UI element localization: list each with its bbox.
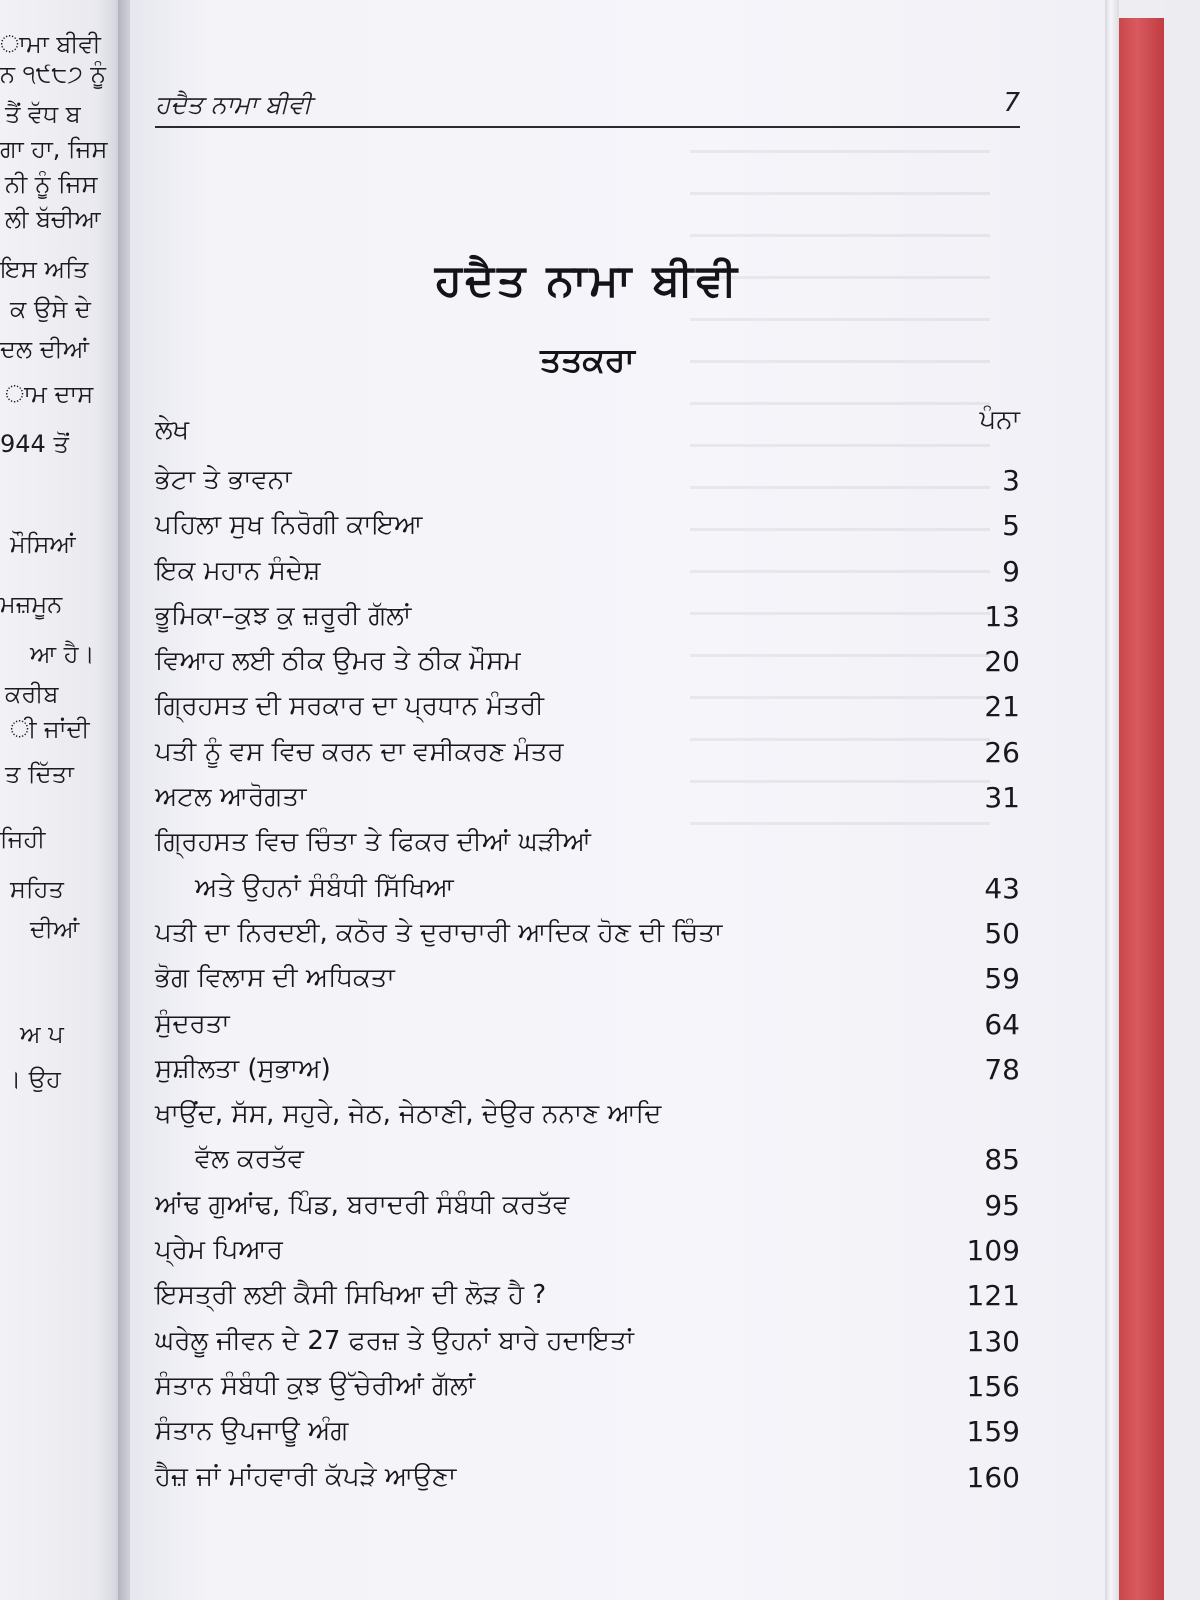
- page-edge: [1105, 0, 1119, 1600]
- page-number: 7: [1003, 88, 1020, 118]
- toc-entry: [155, 1002, 1020, 1047]
- toc-entry-page-number: 95: [984, 1188, 1020, 1222]
- toc-entry: [155, 1455, 1020, 1500]
- toc-entry: [155, 1319, 1020, 1364]
- toc-entry-page-number: 13: [984, 599, 1020, 633]
- left-page-text-fragment: ਮੌਸਿਆਂ: [10, 530, 76, 558]
- left-page-text-fragment: । ਉਹ: [5, 1065, 61, 1093]
- toc-entry: [155, 1092, 1020, 1183]
- toc-entry-page-number: 3: [1002, 464, 1020, 497]
- left-page-text-fragment: ਅ ਪ: [20, 1020, 64, 1048]
- toc-entry-page-number: 109: [966, 1234, 1020, 1268]
- left-page-text-fragment: ਗਾ ਹਾ, ਜਿਸ: [0, 135, 108, 163]
- left-page-text-fragment: ਦਲ ਦੀਆਂ: [0, 335, 90, 363]
- left-page-text-fragment: ਜਿਹੀ: [0, 825, 46, 853]
- left-page-text-fragment: ਤ ਦਿੱਤਾ: [5, 760, 74, 788]
- toc-entry-page-number: 59: [984, 962, 1020, 996]
- book-title: ਹਦੈਤ ਨਾਮਾ ਬੀਵੀ: [434, 255, 741, 306]
- left-page-text-fragment: 944 ਤੋਂ: [0, 430, 69, 458]
- left-page-text-fragment: ੀ ਜਾਂਦੀ: [10, 715, 90, 743]
- toc-entry-title: ਘਰੇਲੂ ਜੀਵਨ ਦੇ 27 ਫਰਜ਼ ਤੇ ਉਹਨਾਂ ਬਾਰੇ ਹਦਾਇਤਾਂ: [155, 1325, 634, 1356]
- left-page-text-fragment: ਨ ੧੯੮੭ ਨੂੰ: [0, 60, 106, 88]
- left-page-text-fragment: ਾਮਾ ਬੀਵੀ: [0, 30, 101, 58]
- toc-entry: [155, 503, 1020, 548]
- toc-entry: [155, 549, 1020, 594]
- toc-entry: [155, 1047, 1020, 1092]
- toc-entry-page-number: 5: [1002, 509, 1020, 543]
- toc-entry: [155, 684, 1020, 729]
- toc-entry-title: ਵਿਆਹ ਲਈ ਠੀਕ ਉਮਰ ਤੇ ਠੀਕ ਮੌਸਮ: [155, 646, 521, 677]
- toc-entry: [155, 639, 1020, 684]
- toc-entry-page-number: 156: [966, 1369, 1020, 1403]
- toc-entry-title: ਪਹਿਲਾ ਸੁਖ ਨਿਰੋਗੀ ਕਾਇਆ: [155, 510, 423, 541]
- toc-entry-title: ਪਤੀ ਨੂੰ ਵਸ ਵਿਚ ਕਰਨ ਦਾ ਵਸੀਕਰਣ ਮੰਤਰ: [155, 736, 564, 767]
- toc-entry-page-number: 159: [966, 1415, 1020, 1449]
- toc-entry-title: ਇਸਤ੍ਰੀ ਲਈ ਕੈਸੀ ਸਿਖਿਆ ਦੀ ਲੋੜ ਹੈ ?: [155, 1280, 547, 1311]
- toc-entry-title: ਭੇਟਾ ਤੇ ਭਾਵਨਾ: [155, 465, 292, 495]
- toc-entry-page-number: 50: [984, 916, 1020, 950]
- toc-entry-title: ਸੰਤਾਨ ਉਪਜਾਊ ਅੰਗ: [155, 1416, 349, 1447]
- toc-entry-title: ਅਟਲ ਆਰੋਗਤਾ: [155, 782, 307, 813]
- toc-entry: [155, 1364, 1020, 1409]
- left-page-text-fragment: ਨੀ ਨੂੰ ਜਿਸ: [5, 170, 98, 198]
- toc-entry-page-number: 85: [984, 1143, 1020, 1177]
- toc-heading: ਤਤਕਰਾ: [540, 340, 635, 379]
- column-header-article: ਲੇਖ: [155, 415, 190, 445]
- running-title: ਹਦੈਤ ਨਾਮਾ ਬੀਵੀ: [155, 90, 312, 119]
- toc-entry-page-number: 160: [966, 1460, 1020, 1494]
- toc-entry-page-number: 64: [984, 1007, 1020, 1041]
- toc-entry: [155, 1273, 1020, 1318]
- left-page-text-fragment: ਦੀਆਂ: [30, 915, 80, 943]
- toc-entry: [155, 956, 1020, 1001]
- toc-entry: [155, 1409, 1020, 1454]
- toc-entry-title: ਭੂਮਿਕਾ–ਕੁਝ ਕੁ ਜ਼ਰੂਰੀ ਗੱਲਾਂ: [155, 600, 412, 631]
- running-head: [155, 88, 1020, 128]
- left-page-text-fragment: ਇਸ ਅਤਿ: [0, 255, 89, 283]
- toc-entry-title: ਖਾਉਂਦ, ਸੱਸ, ਸਹੁਰੇ, ਜੇਠ, ਜੇਠਾਣੀ, ਦੇਉਰ ਨਨਾਣ ਆਦਿ: [155, 1099, 662, 1130]
- toc-entry-title: ਆਂਢ ਗੁਆਂਢ, ਪਿੰਡ, ਬਰਾਦਰੀ ਸੰਬੰਧੀ ਕਰਤੱਵ: [155, 1189, 570, 1220]
- toc-list: [155, 458, 1020, 1500]
- toc-entry-title: ਸੁਸ਼ੀਲਤਾ (ਸੁਭਾਅ): [155, 1053, 331, 1084]
- left-page-text-fragment: ਤੈਂ ਵੱਧ ਬ: [5, 100, 81, 128]
- toc-entry-page-number: 21: [984, 690, 1020, 724]
- column-header-page: ਪੰਨਾ: [979, 405, 1020, 435]
- left-page-text-fragment: ਆ ਹੈ।: [30, 640, 95, 668]
- toc-entry-title: ਗ੍ਰਿਹਸਤ ਵਿਚ ਚਿੰਤਾ ਤੇ ਫਿਕਰ ਦੀਆਂ ਘੜੀਆਂ: [155, 827, 592, 858]
- toc-entry-page-number: 31: [984, 781, 1020, 815]
- toc-entry: [155, 775, 1020, 820]
- left-page: [0, 0, 125, 1600]
- toc-entry: [155, 458, 1020, 503]
- toc-entry-page-number: 20: [984, 645, 1020, 679]
- toc-entry: [155, 820, 1020, 911]
- toc-entry-page-number: 9: [1002, 554, 1020, 588]
- toc-entry-title-continued: ਅਤੇ ਉਹਨਾਂ ਸੰਬੰਧੀ ਸਿੱਖਿਆ: [195, 872, 454, 903]
- red-cover-edge: [1119, 18, 1164, 1600]
- toc-entry: [155, 1228, 1020, 1273]
- toc-entry-title: ਸੁੰਦਰਤਾ: [155, 1008, 230, 1039]
- left-page-text-fragment: ਸਹਿਤ: [10, 875, 64, 903]
- toc-entry-title: ਗ੍ਰਿਹਸਤ ਦੀ ਸਰਕਾਰ ਦਾ ਪ੍ਰਧਾਨ ਮੰਤਰੀ: [155, 691, 544, 722]
- toc-entry-title: ਪਤੀ ਦਾ ਨਿਰਦਈ, ਕਠੋਰ ਤੇ ਦੁਰਾਚਾਰੀ ਆਦਿਕ ਹੋਣ ਦੀ ਚਿੰਤਾ: [155, 917, 723, 948]
- left-page-text-fragment: ਕ ਉਸੇ ਦੇ: [10, 295, 91, 323]
- toc-entry: [155, 911, 1020, 956]
- toc-entry-title: ਪ੍ਰੇਮ ਪਿਆਰ: [155, 1235, 283, 1266]
- toc-entry-page-number: 26: [984, 735, 1020, 769]
- left-page-text-fragment: ਲੀ ਬੱਚੀਆ: [5, 205, 101, 233]
- toc-entry-page-number: 121: [966, 1279, 1020, 1313]
- toc-entry-title-continued: ਵੱਲ ਕਰਤੱਵ: [195, 1144, 304, 1175]
- left-page-text-fragment: ਮਜ਼ਮੂਨ: [0, 590, 63, 618]
- left-page-text-fragment: ਾਮ ਦਾਸ: [5, 380, 94, 408]
- toc-entry: [155, 1183, 1020, 1228]
- toc-entry-title: ਭੋਗ ਵਿਲਾਸ ਦੀ ਅਧਿਕਤਾ: [155, 963, 395, 994]
- toc-entry-page-number: 130: [966, 1324, 1020, 1358]
- toc-entry-page-number: 43: [984, 871, 1020, 905]
- left-page-text-fragment: ਕਰੀਬ: [5, 680, 59, 708]
- toc-entry-page-number: 78: [984, 1052, 1020, 1086]
- toc-entry: [155, 594, 1020, 639]
- table-surface: [1164, 0, 1200, 1600]
- toc-entry-title: ਇਕ ਮਹਾਨ ਸੰਦੇਸ਼: [155, 555, 321, 586]
- toc-entry: [155, 730, 1020, 775]
- toc-entry-title: ਸੰਤਾਨ ਸੰਬੰਧੀ ਕੁਝ ਉੱਚੇਰੀਆਂ ਗੱਲਾਂ: [155, 1370, 476, 1401]
- toc-entry-title: ਹੈਜ਼ ਜਾਂ ਮਾਂਹਵਾਰੀ ਕੱਪੜੇ ਆਉਣਾ: [155, 1461, 457, 1492]
